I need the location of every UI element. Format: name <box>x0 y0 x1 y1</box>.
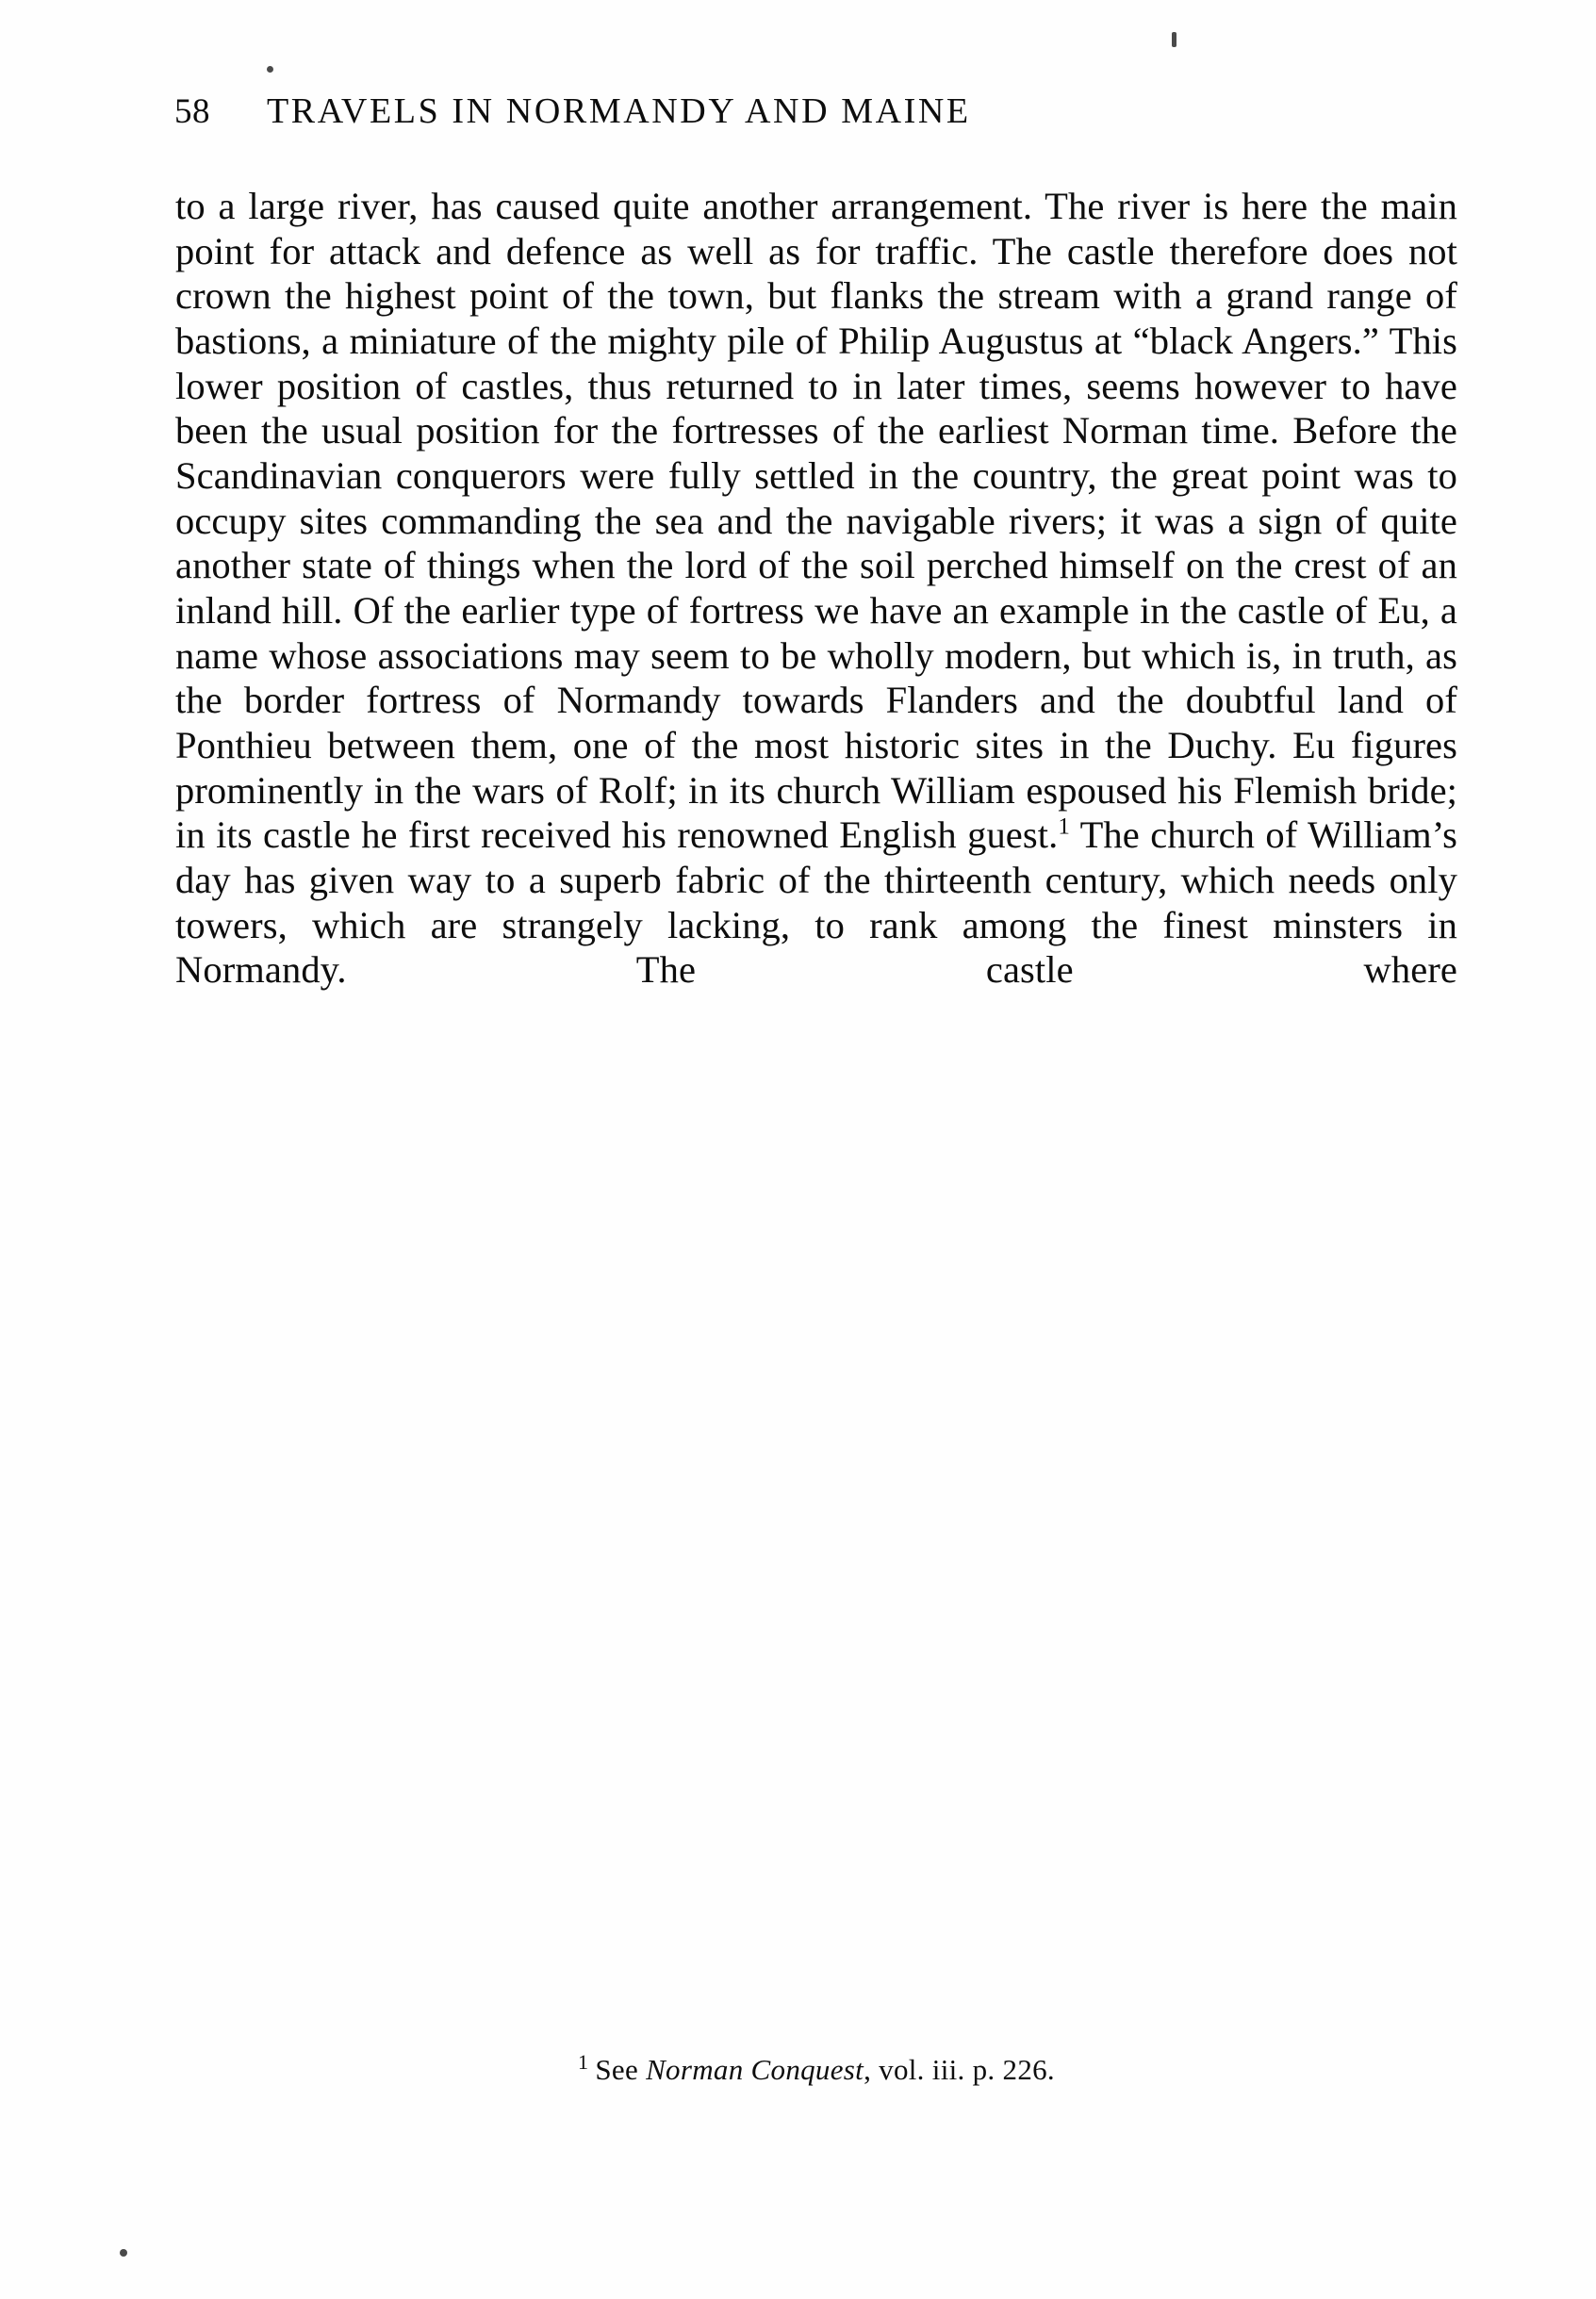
body-text <box>175 184 1457 993</box>
page-speck-bottom <box>120 2249 127 2257</box>
footnote <box>175 2049 1457 2087</box>
body-paragraph <box>175 184 1457 993</box>
body-paragraph-continued: The church of William’s day has given way to a superb fabric of the thirteenth century, which needs only towers, which are strangely lacking, to rank among the finest minsters in Normandy. The castle where <box>175 813 1457 992</box>
footnote-reference: 1 <box>1058 813 1070 840</box>
page-header <box>174 90 1334 138</box>
page-number: 58 <box>174 92 210 131</box>
page-speck-header <box>267 66 273 73</box>
running-head: TRAVELS IN NORMANDY AND MAINE <box>267 91 971 131</box>
footnote-tail: , vol. iii. p. 226. <box>864 2053 1055 2086</box>
footnote-title: Norman Conquest <box>646 2053 864 2086</box>
page-speck-top <box>1172 32 1176 47</box>
footnote-lead: See <box>595 2053 647 2086</box>
footnote-number: 1 <box>578 2049 589 2074</box>
body-paragraph-text: to a large river, has caused quite another arrangement. The river is here the main point for attack and defence as well as for traffic. The castle therefore does not crown the highest point of the town, but flanks the stream with a grand range of bastions, a miniature of the mighty pile of Philip Augustus at “black Angers.” This lower position of castles, thus returned to in later times, seems however to have been the usual position for the fortresses of the earliest Norman time. Before the Scandinavian conquerors were fully settled in the country, the great point was to occupy sites commanding the sea and the navigable rivers; it was a sign of quite another state of things when the lord of the soil perched himself on the crest of an inland hill. Of the earlier type of fortress we have an example in the castle of Eu, a name whose associations may seem to be wholly modern, but which is, in truth, as the border fortress of Normandy towards Flanders and the doubtful land of Ponthieu between them, one of the most historic sites in the Duchy. Eu figures prominently in the wars of Rolf; in its church William espoused his Flemish bride; in its castle he first received his renowned English guest. <box>175 185 1457 857</box>
